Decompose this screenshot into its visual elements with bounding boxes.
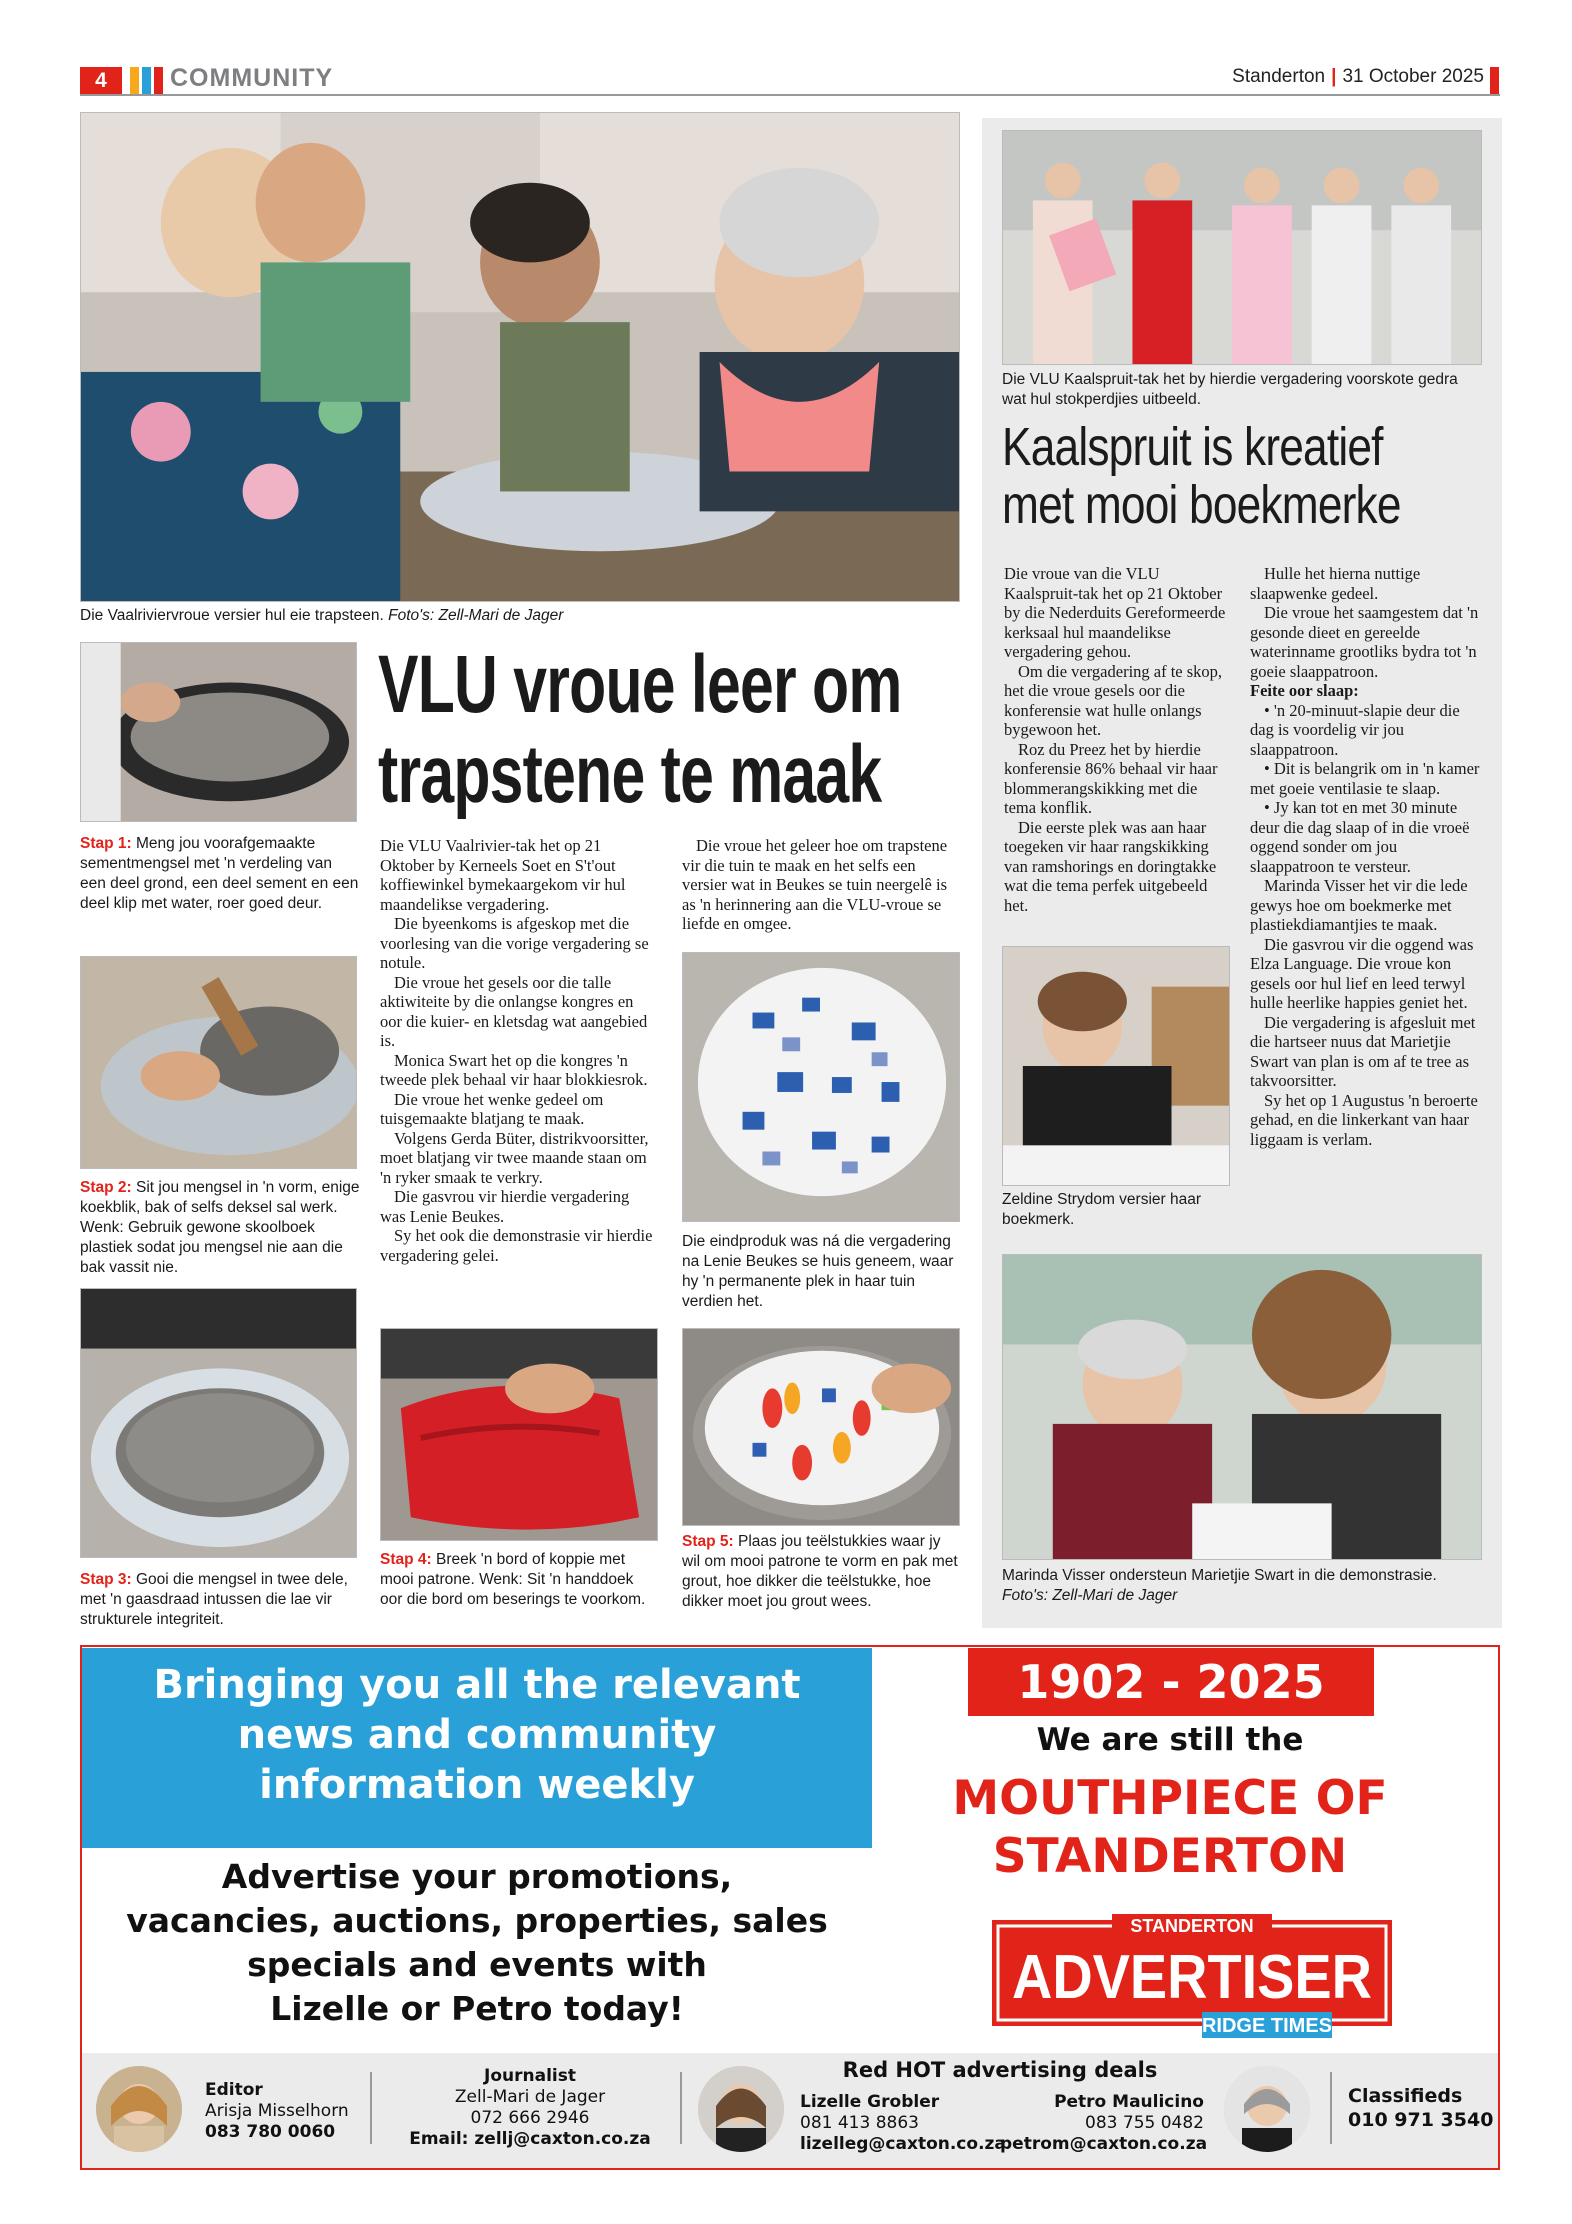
publication-name: Standerton [1232,66,1326,87]
paragraph: Sy het ook die demonstrasie vir hierdie vergadering gelei. [380,1226,653,1265]
main-headline [378,639,902,820]
classifieds-role: Classifieds [1348,2085,1463,2107]
section-name: COMMUNITY [170,64,334,92]
mouthpiece-line-2: STANDERTON [992,1829,1348,1884]
advert-black-text [82,1855,872,2031]
advert-line: Advertise your promotions, [221,1857,733,1896]
photo-credit: Foto's: Zell-Mari de Jager [388,607,564,624]
journalist-contact [395,2066,665,2150]
advertiser-logo [992,1914,1392,2040]
step5-photo [682,1328,960,1526]
kaalspruit-column-1 [1004,564,1230,915]
headline-line-2: trapstene te maak [378,729,882,820]
journalist-email[interactable]: Email: zellj@caxton.co.za [409,2129,651,2149]
headline-line-1: VLU vroue leer om [378,639,902,730]
step1-label: Stap 1: [80,835,132,852]
kaalspruit-headline [1002,418,1404,534]
fact-item: • Dit is belangrik om in 'n kamer met goeie ventilasie te slaap. [1250,759,1480,798]
advert-blue-text [82,1660,872,1810]
editor-contact [205,2080,349,2143]
editor-avatar [96,2066,182,2152]
paragraph: Marinda Visser het vir die lede gewys hoe om boekmerke met plastiekdiamantjies te maak. [1250,876,1468,934]
step3-photo [80,1288,357,1558]
paragraph: Die gasvrou vir die oggend was Elza Language. Die vroue kon gesels oor hul lief en leed terwyl hulle heerlike happies geniet het. [1250,934,1474,1012]
advert-line: Lizelle or Petro today! [270,1989,684,2028]
mosaic-product-photo [682,952,960,1222]
paragraph: Die gasvrou vir hierdie vergadering was Lenie Beukes. [380,1187,630,1226]
header-color-block-blue [142,67,151,94]
header-red-tab [1490,67,1499,94]
article-column-1 [380,836,656,1265]
main-photo-women-decorating [80,112,960,602]
step2-label: Stap 2: [80,1179,132,1196]
paragraph: Monica Swart het op die kongres 'n tweede plek behaal vir haar blokkiesrok. [380,1050,648,1089]
editor-role: Editor [205,2080,263,2100]
years-badge: 1902 - 2025 [968,1648,1374,1716]
paragraph: Die vergadering is afgesluit met die hartseer nuus dat Marietjie Swart van plan is om af te tree as takvoorsitter. [1250,1012,1476,1090]
zeldine-photo [1002,946,1230,1186]
facts-heading [1250,681,1485,701]
step4-label: Stap 4: [380,1551,432,1568]
kaalspruit-column-2 [1250,564,1485,1149]
page-number: 4 [80,67,122,94]
rep2-avatar [1224,2066,1310,2152]
step2-text: Sit jou mengsel in 'n vorm, enige koekblik, bak of selfs deksel sal werk. Wenk: Gebruik gewone skoolboek plastiek sodat jou mengsel nie aan die bak vassit nie. [80,1179,360,1276]
step2-photo [80,956,357,1169]
marinda-marietjie-photo [1002,1254,1482,1560]
advert-line: news and community [237,1712,717,1758]
step5-label: Stap 5: [682,1533,734,1550]
mouthpiece-line-1: MOUTHPIECE OF [952,1771,1388,1826]
paragraph: Volgens Gerda Büter, distrikvoorsitter, moet blatjang vir twee maande staan om 'n ryker smaak te verkry. [380,1128,649,1187]
step1-caption [80,834,360,914]
marinda-caption [1002,1566,1482,1606]
advert-line: specials and events with [247,1945,707,1984]
step4-caption [380,1550,660,1610]
masthead-separator: | [1331,66,1337,87]
deals-heading-text: Red HOT advertising deals [842,2058,1158,2082]
paragraph: Die vroue van die VLU Kaalspruit-tak het op 21 Oktober by die Nederduits Gereformeerde kerksaal hul maandelikse vergadering gehou. [1004,564,1226,661]
rep2-phone: 083 755 0482 [1085,2113,1204,2133]
facts-heading-text: Feite oor slaap: [1250,681,1359,700]
journalist-phone: 072 666 2946 [470,2108,590,2128]
header-color-block-orange [130,67,139,94]
rep1-avatar [698,2066,784,2152]
step2-caption [80,1178,360,1278]
logo-main-text: ADVERTISER [1012,1943,1372,2012]
advert-line: information weekly [259,1762,695,1808]
divider [1330,2072,1332,2144]
rep2-email[interactable]: petrom@caxton.co.za [1000,2134,1208,2154]
editor-name: Arisja Misselhorn [205,2101,349,2121]
divider [680,2072,682,2144]
classifieds-phone: 010 971 3540 [1348,2109,1494,2131]
paragraph: Die byeenkoms is afgeskop met die voorlesing van die vorige vergadering se notule. [380,914,649,972]
paragraph: Die VLU Vaalrivier-tak het op 21 Oktober by Kerneels Soet en S't'out koffiewinkel bymekaargekom vir hul maandelikse vergadering. [380,836,626,914]
journalist-role: Journalist [484,2066,576,2086]
header-rule [80,94,1500,96]
advert-line: vacancies, auctions, properties, sales [126,1901,828,1940]
step1-photo [80,642,357,822]
paragraph: Die vroue het geleer hoe om trapstene vir die tuin te maak en het selfs een versier wat in Beukes se tuin neergelê is as 'n herinnering aan die VLU-vroue se liefde en omgee. [682,836,948,933]
classifieds-contact [1348,2084,1493,2132]
main-photo-caption [80,606,960,626]
editor-phone: 083 780 0060 [205,2122,336,2142]
mosaic-product-caption: Die eindproduk was ná die vergadering na Lenie Beukes se huis geneem, waar hy 'n permanente plek in haar tuin verdien het. [682,1233,954,1310]
headline-line-2: met mooi boekmerke [1002,475,1401,535]
deals-heading [800,2060,1200,2081]
rep1-phone: 081 413 8863 [800,2113,919,2133]
kaalspruit-photo-caption: Die VLU Kaalspruit-tak het by hierdie vergadering voorskote gedra wat hul stokperdjies uitbeeld. [1002,371,1458,408]
step3-caption [80,1570,360,1630]
paragraph: Om die vergadering af te skop, het die vroue gesels oor die konferensie wat hulle onlangs bygewoon het. [1004,661,1223,739]
rep2-contact [1000,2092,1208,2155]
step4-text: Breek 'n bord of koppie met mooi patrone. Wenk: Sit 'n handdoek oor die bord om beserings te voorkom. [380,1551,646,1608]
headline-line-1: Kaalspruit is kreatief [1002,417,1383,477]
article-column-2 [682,836,958,934]
still-the-text: We are still the [1036,1722,1304,1758]
photo-credit: Foto's: Zell-Mari de Jager [1002,1587,1178,1604]
paragraph: Hulle het hierna nuttige slaapwenke gedeel. [1250,564,1421,603]
kaalspruit-group-photo [1002,130,1482,365]
paragraph: Roz du Preez het by hierdie konferensie 86% behaal vir haar blommerangskikking met die tema konflik. [1004,739,1218,817]
paragraph: Sy het op 1 Augustus 'n beroerte gehad, en die linkerkant van haar liggaam is verlam. [1250,1090,1478,1149]
step3-label: Stap 3: [80,1571,132,1588]
step5-text: Plaas jou teëlstukkies waar jy wil om mooi patrone te vorm en pak met grout, hoe dikker die teëlstukke, hoe dikker moet jou grout wees. [682,1533,958,1610]
step1-text: Meng jou voorafgemaakte sementmengsel met 'n verdeling van een deel grond, een deel sement en een deel klip met water, roer goed deur. [80,835,359,912]
step5-caption [682,1532,962,1612]
issue-date: 31 October 2025 [1342,66,1484,87]
step3-text: Gooi die mengsel in twee dele, met 'n gaasdraad intussen die lae vir strukturele integriteit. [80,1571,348,1628]
paragraph: Die eerste plek was aan haar toegeken vir haar rangskikking van ramshorings en doringtakke wat die tema perfek uitgebeeld het. [1004,817,1217,915]
rep2-name: Petro Maulicino [1054,2092,1204,2112]
paragraph: Die vroue het gesels oor die talle aktiwiteite by die onlangse kongres en oor die kuier- en kletsdag wat aangebied is. [380,972,648,1050]
caption-text: Die Vaalriviervroue versier hul eie trapsteen. [80,607,384,624]
fact-item: • 'n 20-minuut-slapie deur die dag is voordelig vir jou slaappatroon. [1250,700,1460,759]
rep1-name: Lizelle Grobler [800,2092,940,2112]
rep1-email[interactable]: lizelleg@caxton.co.za [800,2134,1006,2154]
paragraph: Die vroue het saamgestem dat 'n gesonde dieet en gereelde waterinname grootliks bydra tot 'n goeie slaappatroon. [1250,603,1479,681]
mouthpiece-text [900,1770,1440,1886]
step4-photo [380,1328,658,1541]
divider [370,2072,372,2144]
logo-sub-text: RIDGE TIMES [1201,2015,1333,2037]
logo-top-text: STANDERTON [1130,1916,1254,1936]
advert-line: Bringing you all the relevant [153,1662,801,1708]
masthead-info [1232,66,1484,88]
caption-text: Marinda Visser ondersteun Marietjie Swart in die demonstrasie. [1002,1567,1437,1584]
zeldine-caption: Zeldine Strydom versier haar boekmerk. [1002,1191,1201,1228]
rep1-contact [800,2092,1006,2155]
header-color-block-red [154,67,163,94]
fact-item: • Jy kan tot en met 30 minute deur die dag slaap of in die vroeë oggend sonder om jou slaappatroon te versteur. [1250,798,1470,876]
journalist-name: Zell-Mari de Jager [454,2087,606,2107]
paragraph: Die vroue het wenke gedeel om tuisgemaakte blatjang te maak. [380,1089,604,1128]
